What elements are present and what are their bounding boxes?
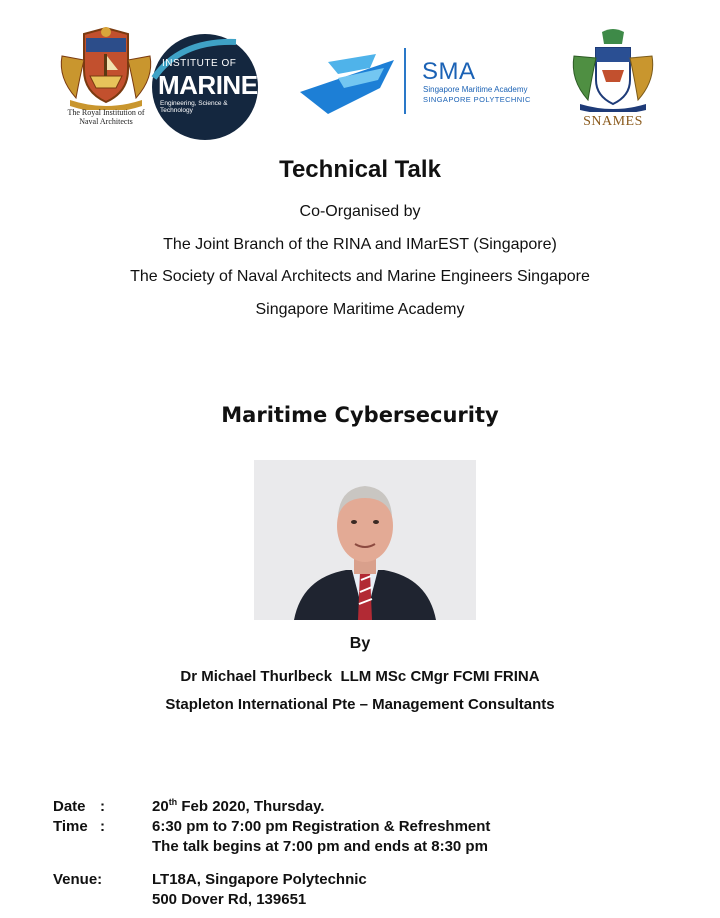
sma-divider	[404, 48, 406, 114]
rina-caption	[56, 108, 156, 126]
imarest-logo	[150, 32, 260, 142]
co-organised-label: Co-Organised by	[299, 203, 421, 220]
speaker-name: Dr Michael Thurlbeck LLM MSc CMgr FCMI FRINA	[180, 668, 540, 685]
snames-crest-icon	[566, 26, 660, 112]
venue-line2: 500 Dover Rd, 139651	[152, 891, 307, 908]
page-title: Technical Talk	[279, 156, 441, 183]
imarest-line1: INSTITUTE OF	[162, 58, 237, 69]
date-rest: Feb 2020, Thursday.	[177, 798, 325, 815]
rina-caption-line2: Naval Architects	[79, 117, 133, 126]
organiser-1: The Joint Branch of the RINA and IMarEST (Singapore)	[163, 236, 557, 253]
speaker-photo	[254, 460, 476, 620]
sma-ship-logo	[298, 52, 398, 118]
talk-title: Maritime Cybersecurity	[221, 403, 499, 427]
date-value	[152, 798, 324, 815]
rina-logo	[56, 26, 156, 126]
date-label: Date	[53, 798, 86, 815]
time-separator: :	[100, 818, 105, 835]
speaker-portrait-icon	[254, 460, 476, 620]
date-day: 20	[152, 798, 169, 815]
snames-name: SNAMES	[583, 114, 643, 129]
organiser-3: Singapore Maritime Academy	[255, 301, 465, 318]
by-label: By	[349, 635, 371, 652]
time-label: Time	[53, 818, 88, 835]
sma-name: Singapore Maritime Academy	[423, 85, 528, 94]
snames-logo	[566, 26, 660, 136]
time-line2: The talk begins at 7:00 pm and ends at 8:30 pm	[152, 838, 488, 855]
sma-abbrev: SMA	[422, 58, 476, 85]
speaker-company: Stapleton International Pte – Management Consultants	[165, 696, 555, 713]
sma-parent: SINGAPORE POLYTECHNIC	[423, 95, 531, 104]
venue-line1: LT18A, Singapore Polytechnic	[152, 871, 367, 888]
imarest-line3: Engineering, Science & Technology	[160, 100, 228, 114]
ship-icon	[298, 52, 398, 118]
rina-caption-line1: The Royal Institution of	[67, 108, 145, 117]
rina-crest-icon	[56, 26, 156, 110]
imarest-line2: MARINE	[158, 70, 258, 100]
organiser-2: The Society of Naval Architects and Marine Engineers Singapore	[130, 268, 590, 285]
time-line1: 6:30 pm to 7:00 pm Registration & Refreshment	[152, 818, 491, 835]
date-suffix: th	[168, 797, 178, 807]
date-separator: :	[100, 798, 105, 815]
venue-label: Venue:	[53, 871, 103, 888]
